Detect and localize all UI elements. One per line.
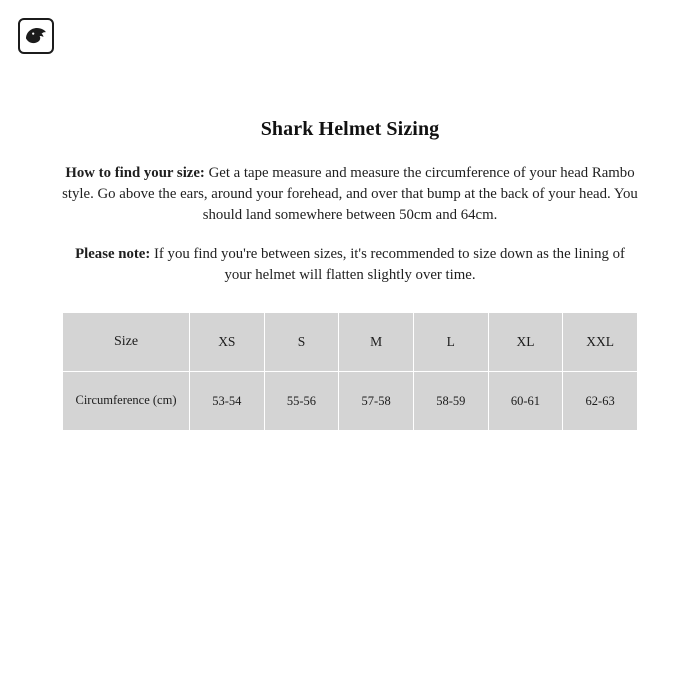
- shark-logo-icon[interactable]: [18, 18, 54, 54]
- page-title: Shark Helmet Sizing: [260, 118, 440, 140]
- cell-circumference-xl: 60-61: [488, 372, 563, 431]
- size-table: [62, 312, 638, 431]
- header-cell-s: S: [264, 313, 339, 372]
- paragraph-lead-how-to: How to find your size:: [65, 165, 205, 181]
- header-cell-size: Size: [63, 313, 190, 372]
- header-cell-xxl: XXL: [563, 313, 638, 372]
- cell-circumference-l: 58-59: [413, 372, 488, 431]
- header-cell-xs: XS: [190, 313, 265, 372]
- cell-circumference-xxl: 62-63: [563, 372, 638, 431]
- row-label-circumference: Circumference (cm): [63, 372, 190, 431]
- paragraph-text-please-note: If you find you're between sizes, it's recommended to size down as the lining of your helmet will flatten slightly over time.: [150, 246, 625, 283]
- document-body: [62, 118, 638, 431]
- cell-circumference-xs: 53-54: [190, 372, 265, 431]
- size-chart: [62, 312, 638, 431]
- paragraph-lead-please-note: Please note:: [75, 246, 151, 262]
- header-cell-xl: XL: [488, 313, 563, 372]
- paragraph-how-to-find-size: [62, 163, 638, 226]
- cell-circumference-s: 55-56: [264, 372, 339, 431]
- cell-circumference-m: 57-58: [339, 372, 414, 431]
- header-cell-l: L: [413, 313, 488, 372]
- header-cell-m: M: [339, 313, 414, 372]
- table-row-header: [63, 313, 638, 372]
- paragraph-please-note: [62, 244, 638, 286]
- table-row-circumference: [63, 372, 638, 431]
- paragraph-text-how-to: Get a tape measure and measure the circumference of your head Rambo style. Go above the ears, around your forehead, and over that bump at the back of your head. You should land somewhere between 50cm and 64cm.: [62, 165, 638, 223]
